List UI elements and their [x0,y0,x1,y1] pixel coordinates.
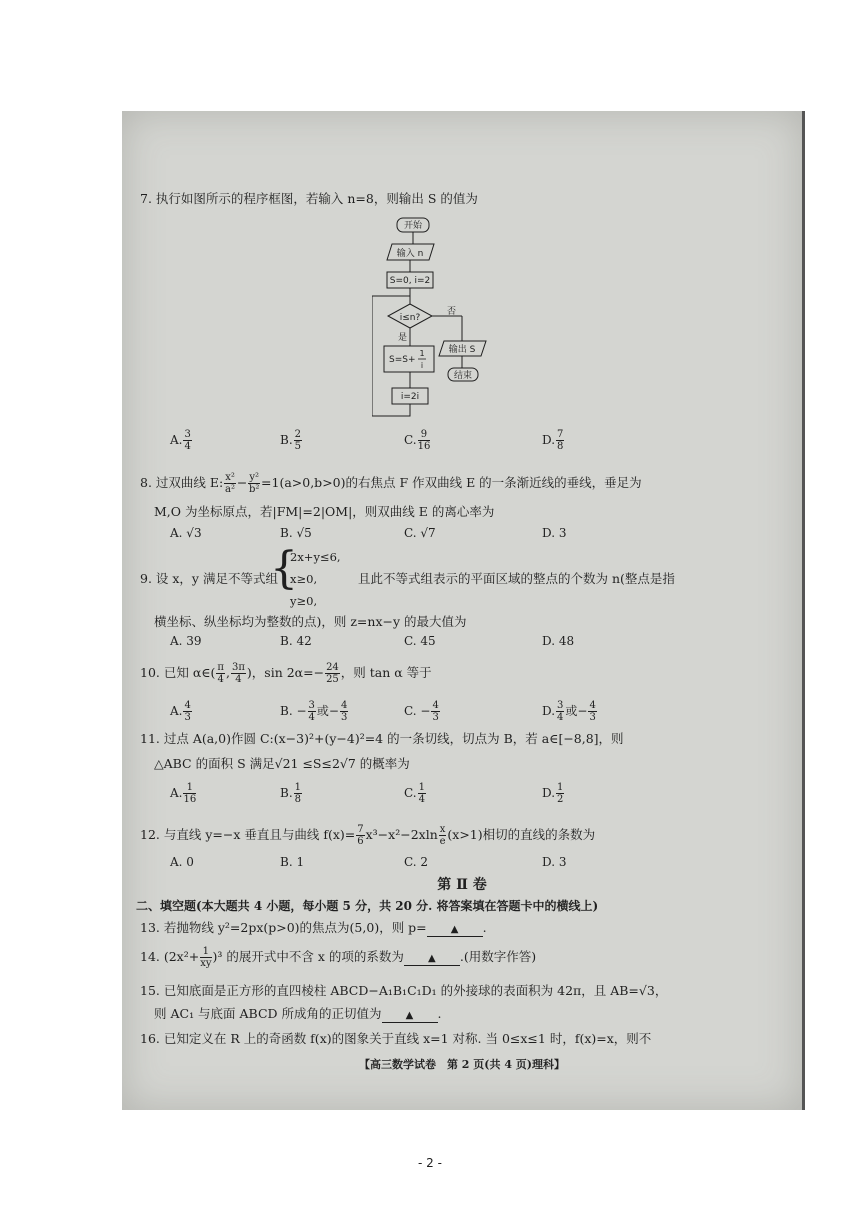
program-flowchart [372,216,572,426]
exam-footer: 【高三数学试卷 第 2 页(共 4 页)理科】 [358,1058,566,1071]
q13-answer-blank: ▲ [427,924,483,937]
q11-option-a: A. $\frac{1}{16}$ [170,782,197,805]
flow-yes-label: 是 [398,333,408,343]
q12-option-d: D. 3 [542,855,567,869]
q9-system-1: 2x+y≤6, [290,550,341,564]
q9-option-c: C. 45 [404,634,436,648]
q11-line1: 11. 过点 A(a,0)作圆 C:(x−3)²+(y−4)²=4 的一条切线，切点为 B，若 a∈[−8,8]，则 [140,731,624,746]
q9-system-3: y≥0, [290,594,318,608]
flow-condition: i≤n? [399,313,421,323]
q10-option-c: C. − $\frac{4}{3}$ [404,700,439,723]
q8-option-b: B. √5 [280,526,312,540]
q9-system-2: x≥0, [290,572,318,586]
q9-option-b: B. 42 [280,634,312,648]
flow-output: 输出 S [448,345,476,355]
q10-option-b: B. − $\frac{3}{4}$ 或− $\frac{4}{3}$ [280,700,348,723]
q11-line2: △ABC 的面积 S 满足√21 ≤S≤2√7 的概率为 [154,756,410,771]
q13-line: 13. 若抛物线 y²=2px(p>0)的焦点为(5,0)，则 p= ▲ . [140,920,487,935]
q12-option-b: B. 1 [280,855,305,869]
q10-option-d: D. $\frac{3}{4}$ 或− $\frac{4}{3}$ [542,700,596,723]
q11-option-c: C. $\frac{1}{4}$ [404,782,425,805]
q8-option-a: A. √3 [170,526,202,540]
q8-option-d: D. 3 [542,526,567,540]
flow-step: i=2i [400,392,420,402]
q16-line1: 16. 已知定义在 R 上的奇函数 f(x)的图象关于直线 x=1 对称. 当 0≤x≤1 时，f(x)=x，则不 [140,1031,652,1046]
q15-line1: 15. 已知底面是正方形的直四棱柱 ABCD−A₁B₁C₁D₁ 的外接球的表面积为 42π，且 AB=√3， [140,983,668,998]
q8-line2: M,O 为坐标原点，若|FM|=2|OM|，则双曲线 E 的离心率为 [154,504,495,519]
flow-no-label: 否 [447,307,457,317]
q10-option-a: A. $\frac{4}{3}$ [170,700,191,723]
flow-input: 输入 n [396,249,424,259]
q15-answer-blank: ▲ [382,1010,438,1023]
q8-option-c: C. √7 [404,526,436,540]
q7-option-a: A. $\frac{3}{4}$ [170,429,191,452]
q9-option-a: A. 39 [170,634,202,648]
q7-text: 7. 执行如图所示的程序框图，若输入 n=8，则输出 S 的值为 [140,191,478,206]
q12-line: 12. 与直线 y=−x 垂直且与曲线 f(x)= $\frac{7}{6}$ x³−x²−2xln $\frac{x}{e}$ (x>1)相切的直线的条数为 [140,824,596,847]
q12-option-a: A. 0 [170,855,194,869]
q7-option-b: B. $\frac{2}{5}$ [280,429,302,452]
fill-in-header: 二、填空题(本大题共 4 小题，每小题 5 分，共 20 分. 将答案填在答题卡中的横线上) [136,899,599,913]
q14-answer-blank: ▲ [404,953,460,966]
q11-option-d: D. $\frac{1}{2}$ [542,782,564,805]
flow-init: S=0, i=2 [389,276,431,286]
flow-update-den: i [420,361,424,370]
q11-option-b: B. $\frac{1}{8}$ [280,782,302,805]
q14-line: 14. (2x²+ $\frac{1}{xy}$ )³ 的展开式中不含 x 的项的系数为 ▲ .(用数字作答) [140,946,537,969]
q9-brace: { [270,543,298,594]
q12-option-c: C. 2 [404,855,429,869]
q9-line1-post: 且此不等式组表示的平面区域的整点的个数为 n(整点是指 [358,571,675,586]
q9-line2: 横坐标、纵坐标均为整数的点)，则 z=nx−y 的最大值为 [154,614,467,629]
flow-update-num: 1 [419,349,425,358]
q7-option-c: C. $\frac{9}{16}$ [404,429,431,452]
page-number: - 2 - [418,1156,442,1170]
q10-line: 10. 已知 α∈( $\frac{\pi}{4}$ , $\frac{3\pi}{4}$ )，sin 2α=− $\frac{24}{25}$ ，则 tan α 等于 [140,662,432,685]
q9-line1-pre: 9. 设 x，y 满足不等式组 [140,571,278,586]
flow-start: 开始 [403,221,423,231]
q7-option-d: D. $\frac{7}{8}$ [542,429,564,452]
flow-update: S=S+ [389,355,416,365]
q15-line2: 则 AC₁ 与底面 ABCD 所成角的正切值为 ▲ . [154,1006,442,1021]
scanned-exam-page [122,111,805,1110]
q9-option-d: D. 48 [542,634,575,648]
q8-line1: 8. 过双曲线 E: $\frac{\text{x²}}{\text{a²}}$ − $\frac{\text{y²}}{\text{b²}}$ =1(a>0,b>0)的右焦点 F 作双曲线 E 的一条渐近线的垂线，垂足为 [140,472,642,495]
section-title: 第 Ⅱ 卷 [437,877,487,893]
flow-end: 结束 [453,371,473,381]
